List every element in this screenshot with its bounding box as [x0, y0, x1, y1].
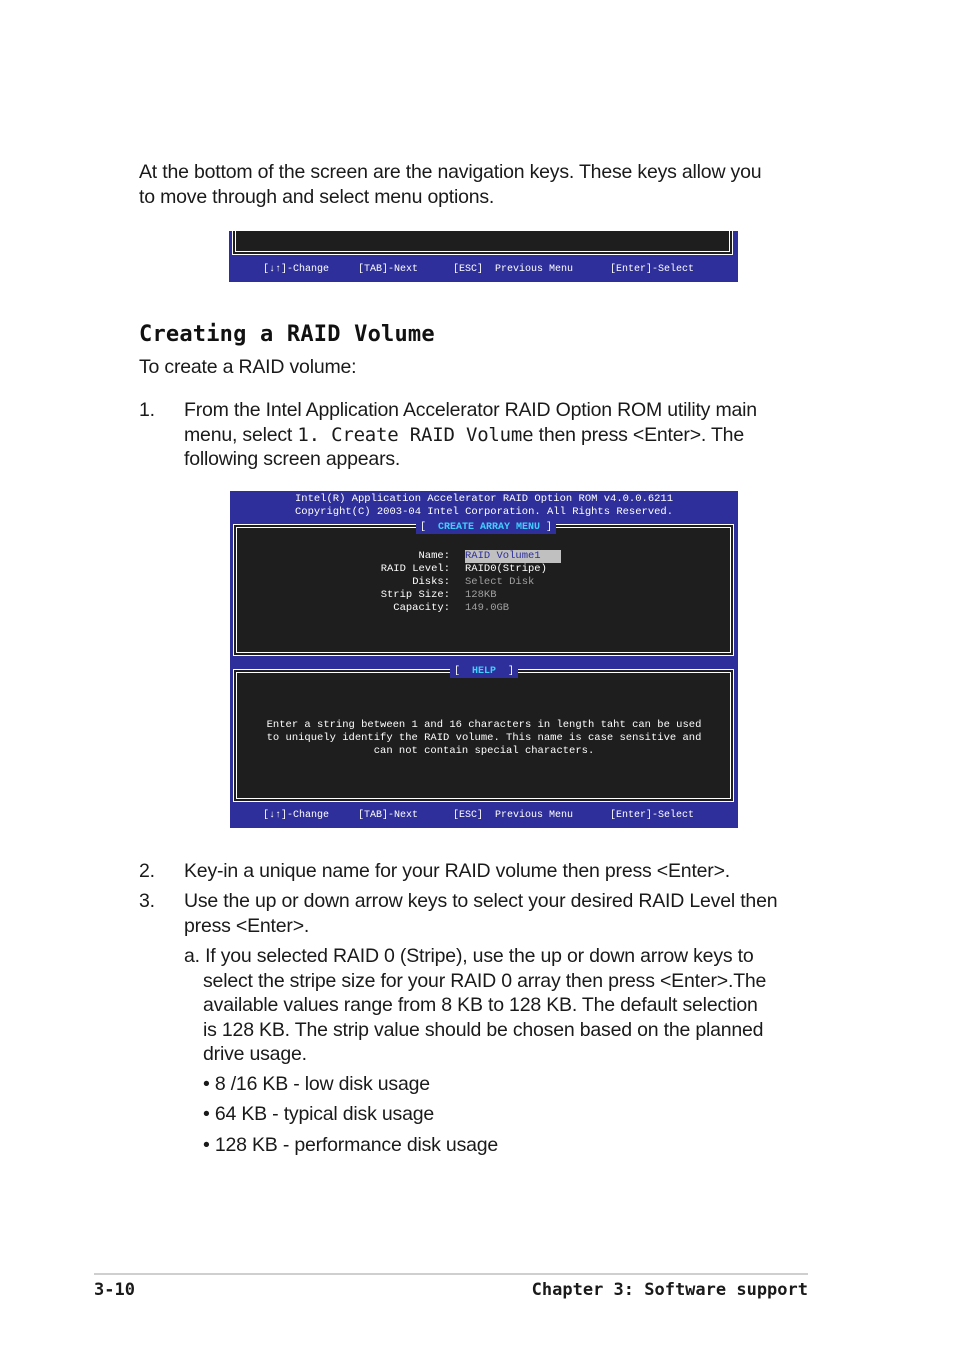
substep-a-line-3: available values range from 8 KB to 128 KB. The default selection: [203, 994, 758, 1016]
help-title: [ HELP ]: [450, 665, 518, 678]
create-array-screenshot: [230, 491, 738, 828]
screen-frame: [232, 231, 733, 255]
raid-level-value[interactable]: RAID0(Stripe): [465, 563, 547, 575]
capacity-value[interactable]: 149.0GB: [465, 602, 510, 614]
section-heading: Creating a RAID Volume: [139, 322, 435, 347]
chapter-title: Chapter 3: Software support: [531, 1280, 808, 1300]
step-2-text: Key-in a unique name for your RAID volume then press <Enter>.: [184, 860, 731, 882]
step-3-text: [184, 889, 824, 938]
strip-size-value[interactable]: 128KB: [465, 589, 497, 601]
step-3-number: 3.: [139, 890, 155, 912]
step-3-line-1: Use the up or down arrow keys to select your desired RAID Level then: [184, 890, 778, 912]
strip-size-label: Strip Size:: [380, 589, 450, 601]
intro-paragraph: [139, 160, 819, 209]
create-array-title-text: CREATE ARRAY MENU: [438, 522, 541, 533]
bullet-2: • 64 KB - typical disk usage: [203, 1103, 435, 1125]
name-label: Name:: [418, 550, 450, 562]
disks-value[interactable]: Select Disk: [465, 576, 535, 588]
nav-change: [↓↑]-Change: [263, 264, 330, 275]
bios-header-2: Copyright(C) 2003-04 Intel Corporation. All Rights Reserved.: [294, 506, 674, 518]
capacity-label: Capacity:: [393, 602, 450, 614]
step-1-number: 1.: [139, 399, 155, 421]
section-lead: To create a RAID volume:: [139, 356, 357, 378]
step-1-line-3: following screen appears.: [184, 448, 401, 470]
menu-option-code: 1. Create RAID Volume: [297, 423, 534, 446]
create-array-title: [ CREATE ARRAY MENU ]: [416, 521, 556, 534]
step-1-post: then press <Enter>. The: [533, 423, 744, 446]
disks-label: Disks:: [412, 576, 450, 588]
nav-key-bar: [230, 807, 738, 825]
nav-select: [Enter]-Select: [610, 810, 695, 821]
nav-next: [TAB]-Next: [358, 810, 419, 821]
nav-next: [TAB]-Next: [358, 264, 419, 275]
help-line-1: Enter a string between 1 and 16 characters in length taht can be used: [266, 719, 702, 731]
bios-header-1: Intel(R) Application Accelerator RAID Option ROM v4.0.0.6211: [294, 493, 674, 505]
substep-a: [184, 944, 824, 1067]
substep-a-line-2: select the stripe size for your RAID 0 array then press <Enter>.The: [203, 969, 767, 992]
bullet-1: • 8 /16 KB - low disk usage: [203, 1073, 430, 1095]
substep-a-line-1: a. If you selected RAID 0 (Stripe), use the up or down arrow keys to: [184, 945, 754, 967]
intro-line-1: At the bottom of the screen are the navigation keys. These keys allow you: [139, 161, 762, 183]
help-line-3: can not contain special characters.: [373, 745, 595, 757]
intro-line-2: to move through and select menu options.: [139, 185, 495, 208]
substep-a-line-4: is 128 KB. The strip value should be chosen based on the planned: [203, 1018, 764, 1041]
bullet-3: • 128 KB - performance disk usage: [203, 1134, 499, 1156]
help-title-text: HELP: [472, 666, 497, 677]
step-1-pre: menu, select: [184, 423, 298, 446]
footer-rule: [94, 1273, 808, 1275]
substep-a-line-5: drive usage.: [203, 1043, 307, 1065]
nav-previous: [ESC] Previous Menu: [453, 810, 574, 821]
step-2-number: 2.: [139, 860, 155, 882]
step-1-text: [184, 398, 824, 472]
name-input[interactable]: RAID Volume1: [465, 550, 561, 563]
raid-level-label: RAID Level:: [380, 563, 450, 575]
nav-key-bar: [229, 261, 738, 279]
step-1-line-2: [184, 423, 824, 448]
nav-previous: [ESC] Previous Menu: [453, 264, 574, 275]
step-3-line-2: press <Enter>.: [184, 914, 310, 937]
help-line-2: to uniquely identify the RAID volume. This name is case sensitive and: [266, 732, 702, 744]
nav-select: [Enter]-Select: [610, 264, 695, 275]
page-number: 3-10: [94, 1280, 135, 1300]
step-1-line-1: From the Intel Application Accelerator RAID Option ROM utility main: [184, 399, 757, 421]
nav-change: [↓↑]-Change: [263, 810, 330, 821]
nav-keys-screenshot: [229, 231, 738, 282]
